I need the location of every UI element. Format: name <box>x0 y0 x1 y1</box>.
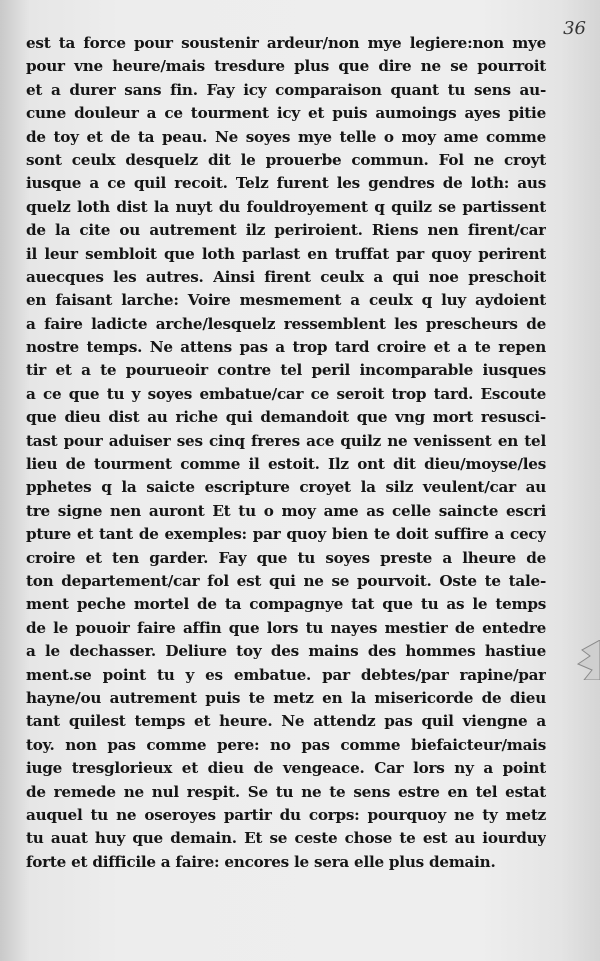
text-line: toy. non pas comme pere: no pas comme biefaicteur/mais <box>26 735 546 754</box>
text-line: auquel tu ne oseroyes partir du corps: pourquoy ne ty metz <box>26 805 546 824</box>
text-line: lieu de tourment comme il estoit. Ilz ont dit dieu/moyse/les <box>26 455 546 474</box>
text-line: tir et a te pourueoir contre tel peril incomparable iusques <box>26 361 546 380</box>
text-line: pour vne heure/mais tresdure plus que dire ne se pourroit <box>26 57 546 76</box>
text-line: ton departement/car fol est qui ne se pourvoit. Oste te tale- <box>26 571 546 590</box>
text-line: est ta force pour soustenir ardeur/non mye legiere:non mye <box>26 34 546 52</box>
text-block <box>26 32 546 874</box>
text-line: tre signe nen auront Et tu o moy ame as celle saincte escri <box>26 501 546 520</box>
text-line: de le pouoir faire affin que lors tu nayes mestier de entedre <box>26 618 546 637</box>
folio-number: 36 <box>563 18 586 39</box>
text-line: tast pour aduiser ses cinq freres ace quilz ne venissent en tel <box>26 431 546 450</box>
text-line: iuge tresglorieux et dieu de vengeace. Car lors ny a point <box>26 759 546 778</box>
text-line: a faire ladicte arche/lesquelz ressemblent les prescheurs de <box>26 314 546 333</box>
text-line: pphetes q la saicte escripture croyet la silz veulent/car au <box>26 478 546 497</box>
page-tear-mark <box>540 640 600 680</box>
text-line: cune douleur a ce tourment icy et puis aumoings ayes pitie <box>26 104 546 123</box>
text-line: ment peche mortel de ta compagnye tat que tu as le temps <box>26 595 546 614</box>
text-line: de la cite ou autrement ilz periroient. Riens nen firent/car <box>26 221 546 240</box>
text-line: que dieu dist au riche qui demandoit que vng mort resusci- <box>26 408 546 427</box>
text-line: de remede ne nul respit. Se tu ne te sens estre en tel estat <box>26 782 546 801</box>
text-line: hayne/ou autrement puis te metz en la misericorde de dieu <box>26 688 546 707</box>
text-line: nostre temps. Ne attens pas a trop tard croire et a te repen <box>26 338 546 357</box>
text-line: sont ceulx desquelz dit le prouerbe commun. Fol ne croyt <box>26 150 546 169</box>
text-line: quelz loth dist la nuyt du fouldroyement q quilz se partissent <box>26 197 546 216</box>
text-line: pture et tant de exemples: par quoy bien te doit suffire a cecy <box>26 525 546 544</box>
text-line: auecques les autres. Ainsi firent ceulx a qui noe preschoit <box>26 267 546 286</box>
text-line: forte et difficile a faire: encores le sera elle plus demain. <box>26 852 496 871</box>
text-line: a ce que tu y soyes embatue/car ce seroit trop tard. Escoute <box>26 384 546 403</box>
text-line: en faisant larche: Voire mesmement a ceulx q luy aydoient <box>26 291 546 310</box>
text-line: a le dechasser. Deliure toy des mains des hommes hastiue <box>26 642 546 661</box>
text-line: et a durer sans fin. Fay icy comparaison quant tu sens au- <box>26 80 546 99</box>
text-line: croire et ten garder. Fay que tu soyes preste a lheure de <box>26 548 546 567</box>
text-line: de toy et de ta peau. Ne soyes mye telle o moy ame comme <box>26 127 546 146</box>
text-line: iusque a ce quil recoit. Telz furent les gendres de loth: aus <box>26 174 546 193</box>
text-line: ment.se point tu y es embatue. par debtes/par rapine/par <box>26 665 546 684</box>
text-line: tu auat huy que demain. Et se ceste chose te est au iourduy <box>26 829 546 848</box>
text-line: tant quilest temps et heure. Ne attendz pas quil viengne a <box>26 712 546 731</box>
text-line: il leur sembloit que loth parlast en truffat par quoy perirent <box>26 244 546 263</box>
